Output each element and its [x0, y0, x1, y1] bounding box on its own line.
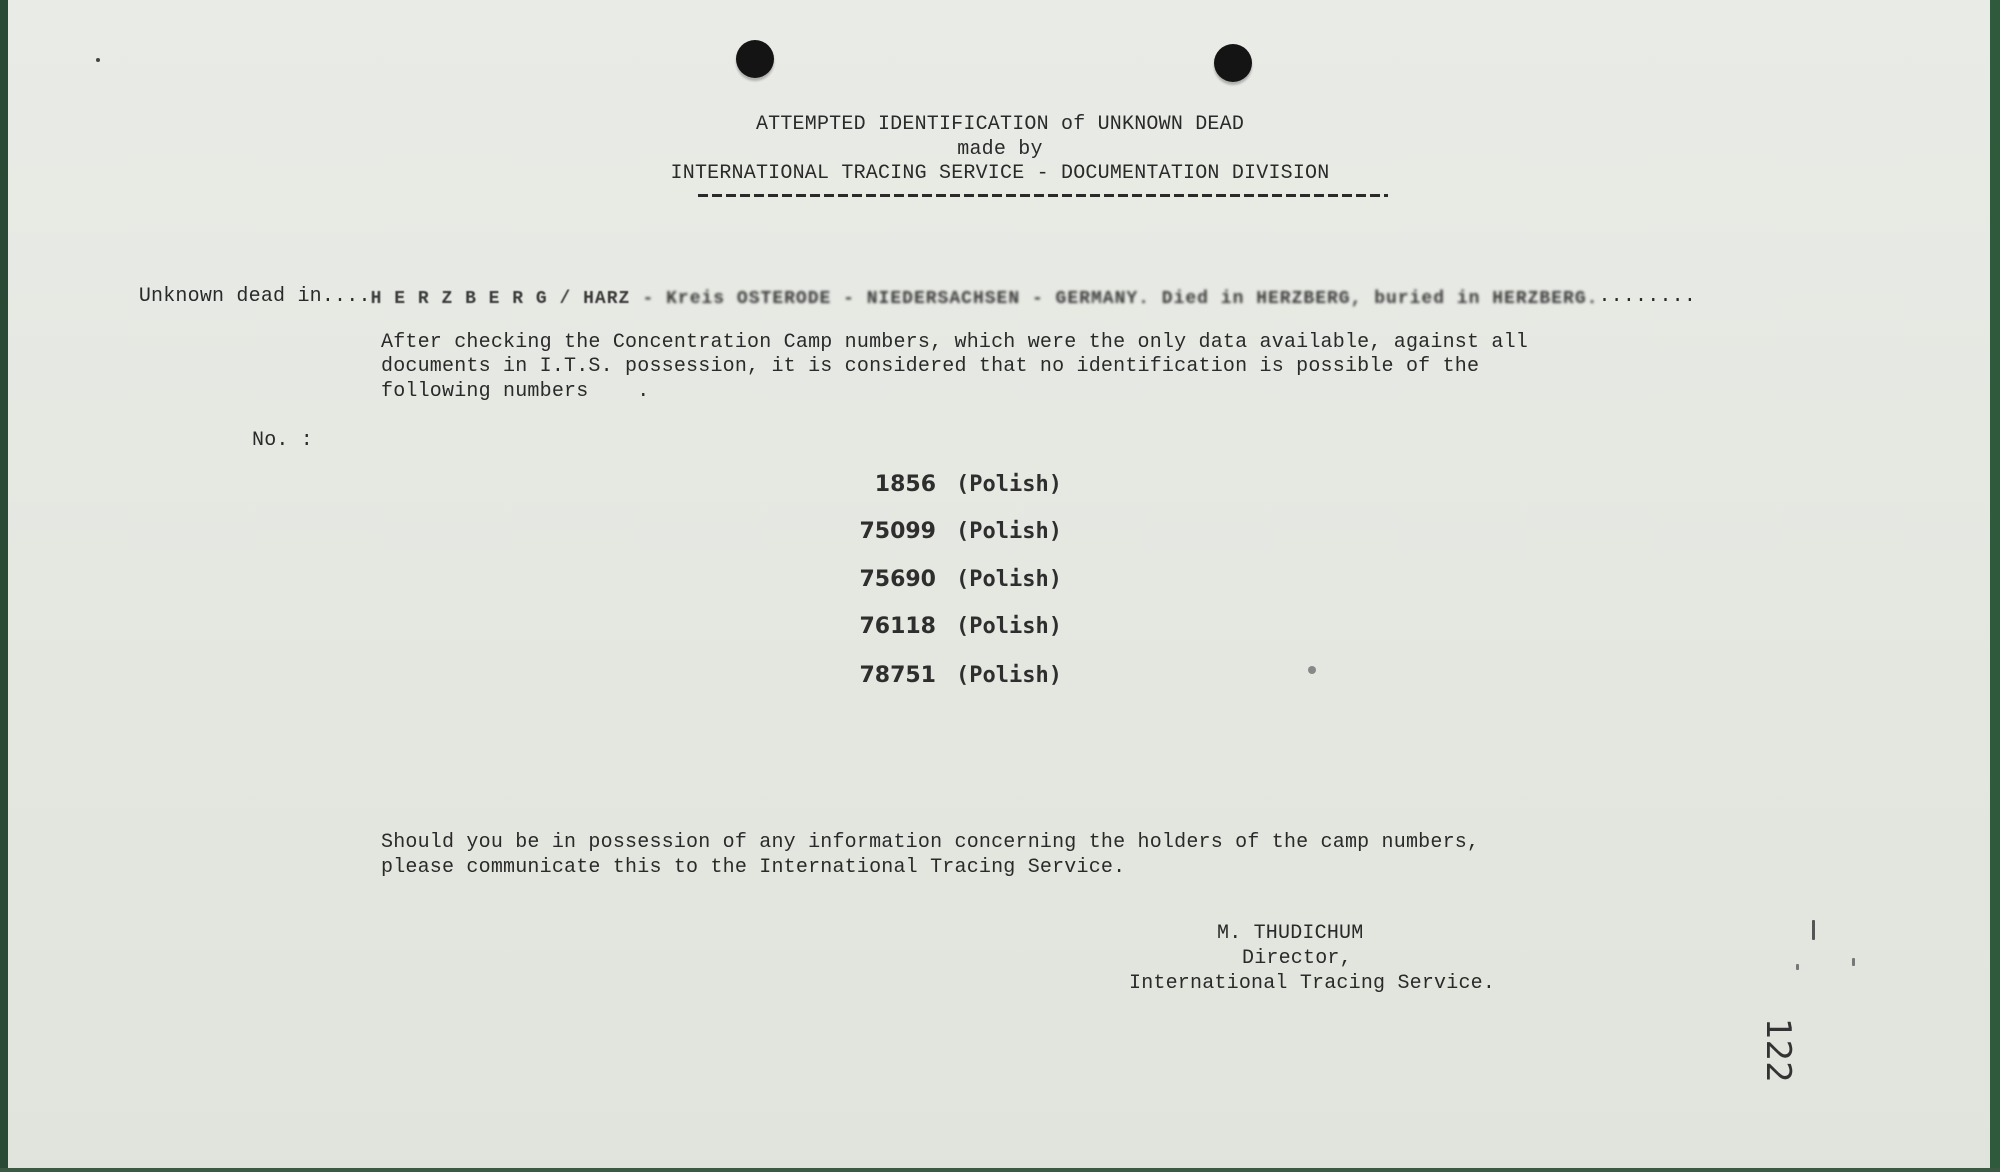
margin-tick-mark — [1852, 958, 1855, 966]
signature-name: M. THUDICHUM — [1217, 922, 1364, 945]
nationality-label: (Polish) — [956, 472, 1062, 497]
camp-number: 1856 — [874, 472, 936, 497]
nationality-label: (Polish) — [956, 614, 1062, 639]
trailing-dots: ........ — [1598, 285, 1697, 308]
bottom-page-edge — [0, 1168, 2000, 1172]
nationality-label: (Polish) — [956, 567, 1062, 592]
paper-speck — [1308, 666, 1316, 674]
margin-tick-mark — [1812, 920, 1815, 940]
heading-line-2: made by — [957, 138, 1043, 161]
archive-page-number: 122 — [1758, 1018, 1798, 1083]
signature-title: Director, — [1242, 947, 1352, 970]
unknown-dead-place — [371, 287, 1599, 310]
paragraph-line-3: following numbers . — [381, 380, 650, 403]
camp-number: 78751 — [859, 663, 936, 688]
punch-hole-right — [1214, 44, 1252, 82]
paper-speck — [96, 58, 100, 62]
heading-underline — [698, 194, 1388, 197]
camp-number: 75099 — [859, 519, 936, 544]
heading-line-1: ATTEMPTED IDENTIFICATION of UNKNOWN DEAD — [755, 113, 1245, 136]
closing-line-1: Should you be in possession of any information concerning the holders of the camp numbers, — [381, 831, 1480, 854]
nationality-label: (Polish) — [956, 519, 1062, 544]
place-spaced: H E R Z B E R G / HARZ — [370, 289, 631, 309]
redacted-location-text: - Kreis OSTERODE - NIEDERSACHSEN - GERMANY. Died in HERZBERG, buried in HERZBERG. — [642, 289, 1599, 309]
heading-line-3: INTERNATIONAL TRACING SERVICE - DOCUMENTATION DIVISION — [670, 162, 1330, 185]
camp-number: 76118 — [859, 614, 936, 639]
paragraph-line-2: documents in I.T.S. possession, it is considered that no identification is possible of the — [381, 355, 1480, 378]
margin-tick-mark — [1796, 964, 1799, 970]
paragraph-line-1: After checking the Concentration Camp numbers, which were the only data available, against all — [381, 331, 1528, 354]
unknown-dead-line — [90, 262, 1696, 331]
signature-org: International Tracing Service. — [1129, 972, 1496, 995]
punch-hole-left — [736, 40, 774, 78]
no-label: No. : — [252, 429, 314, 452]
camp-number: 75690 — [859, 567, 936, 592]
unknown-dead-label: Unknown dead in.... — [138, 285, 371, 308]
nationality-label: (Polish) — [956, 663, 1062, 688]
closing-line-2: please communicate this to the International Tracing Service. — [381, 856, 1126, 879]
